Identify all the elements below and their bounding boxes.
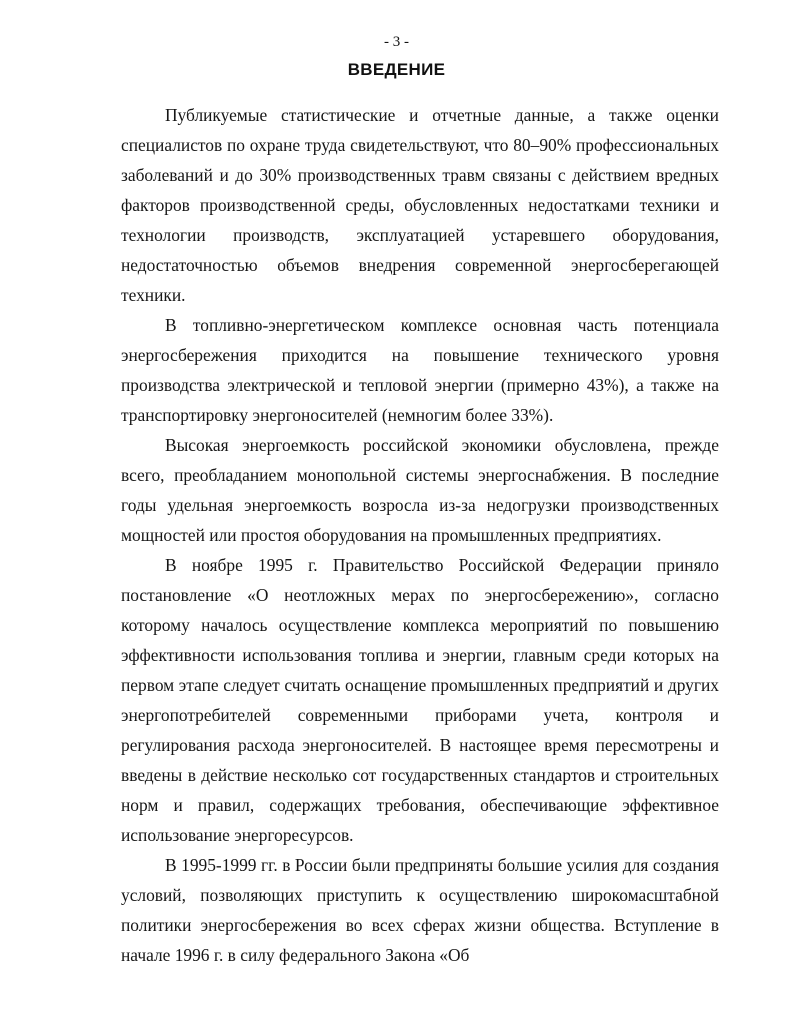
page-number: - 3 - (384, 34, 409, 50)
body-text (121, 100, 719, 970)
paragraph-3: Высокая энергоемкость российской экономики обусловлена, прежде всего, преобладанием монопольной системы энергоснабжения. В последние годы удельная энергоемкость возросла из-за недогрузки производственных мощностей или простоя оборудования на промышленных предприятиях. (121, 435, 719, 545)
paragraph-1: Публикуемые статистические и отчетные данные, а также оценки специалистов по охране труда свидетельствуют, что 80–90% профессиональных заболеваний и до 30% производственных травм связаны с действием вредных факторов производственной среды, обусловленных недостатками техники и технологии производств, эксплуатацией устаревшего оборудования, недостаточностью объемов внедрения современной энергосберегающей техники. (121, 105, 719, 305)
page-title: ВВЕДЕНИЕ (347, 60, 446, 79)
paragraph-5: В 1995-1999 гг. в России были предприняты большие усилия для создания условий, позволяющих приступить к осуществлению широкомасштабной политики энергосбережения во всех сферах жизни общества. Вступление в начале 1996 г. в силу федерального Закона «Об (121, 855, 719, 965)
paragraph-2: В топливно-энергетическом комплексе основная часть потенциала энергосбережения приходится на повышение технического уровня производства электрической и тепловой энергии (примерно 43%), а также на транспортировку энергоносителей (немногим более 33%). (121, 315, 719, 425)
paragraph-4: В ноябре 1995 г. Правительство Российской Федерации приняло постановление «О неотложных мерах по энергосбережению», согласно которому началось осуществление комплекса мероприятий по повышению эффективности использования топлива и энергии, главным среди которых на первом этапе следует считать оснащение промышленных предприятий и других энергопотребителей современными приборами учета, контроля и регулирования расхода энергоносителей. В настоящее время пересмотрены и введены в действие несколько сот государственных стандартов и строительных норм и правил, содержащих требования, обеспечивающие эффективное использование энергоресурсов. (121, 555, 719, 845)
